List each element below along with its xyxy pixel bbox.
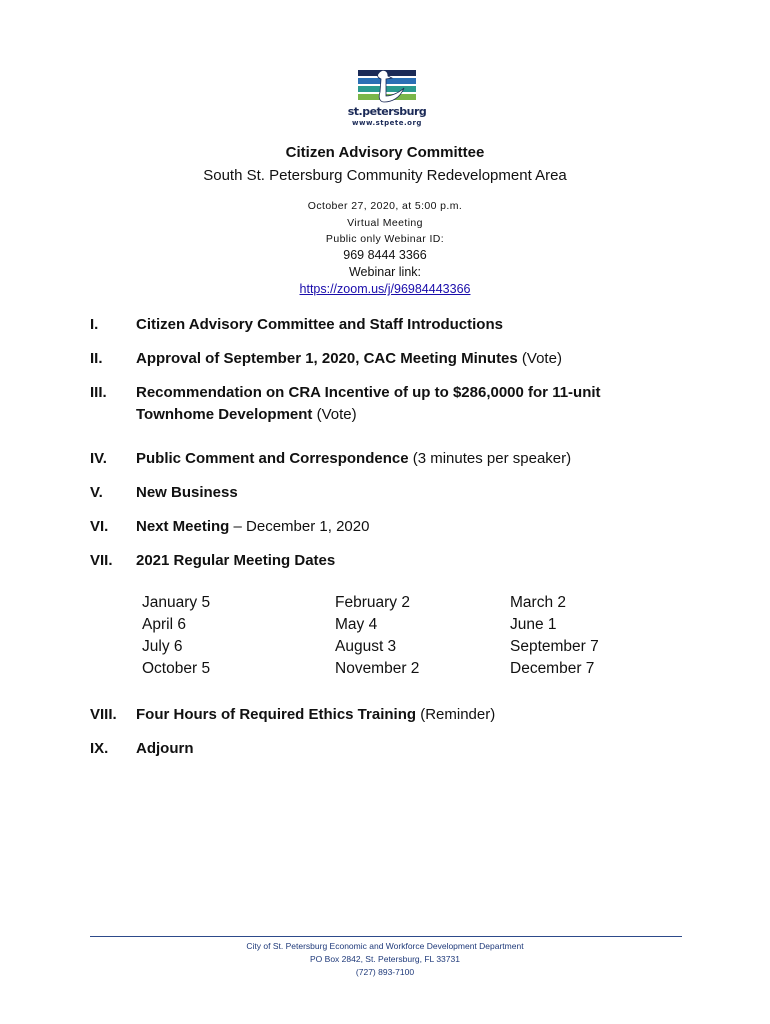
agenda-number: III. xyxy=(90,384,107,401)
webinar-link[interactable]: https://zoom.us/j/96984443366 xyxy=(299,282,471,296)
agenda-note: (Vote) xyxy=(312,406,357,423)
agenda-title: Adjourn xyxy=(136,740,194,757)
agenda-title: Next Meeting xyxy=(136,518,230,535)
agenda-title: New Business xyxy=(136,484,238,501)
meeting-date-entry: February 2 xyxy=(335,594,410,611)
webinar-id: 969 8444 3366 xyxy=(343,248,427,262)
agenda-title: Approval of September 1, 2020, CAC Meeting Minutes xyxy=(136,350,518,367)
agenda-number: VI. xyxy=(90,518,109,535)
agenda-title: 2021 Regular Meeting Dates xyxy=(136,552,336,569)
webinar-link-label: Webinar link: xyxy=(348,265,422,279)
footer-department: City of St. Petersburg Economic and Workforce Development Department xyxy=(246,941,524,951)
agenda-number: II. xyxy=(90,350,103,367)
agenda-number: VII. xyxy=(90,552,113,569)
footer-address: PO Box 2842, St. Petersburg, FL 33731 xyxy=(310,954,460,964)
footer-phone: (727) 893-7100 xyxy=(355,967,415,977)
agenda-number: VIII. xyxy=(90,706,117,723)
meeting-date: October 27, 2020, at 5:00 p.m. xyxy=(307,200,463,212)
meeting-date-entry: July 6 xyxy=(142,638,183,655)
agenda-number: IX. xyxy=(90,740,109,757)
meeting-date-entry: October 5 xyxy=(142,660,211,677)
agenda-title: Four Hours of Required Ethics Training xyxy=(136,706,417,723)
agenda-note: (Reminder) xyxy=(416,706,496,723)
logo-wordmark: st.petersburg xyxy=(347,105,427,118)
agenda-number: IV. xyxy=(90,450,107,467)
meeting-dates-column xyxy=(510,592,599,680)
meeting-date-entry: September 7 xyxy=(510,638,599,655)
meeting-date-entry: December 7 xyxy=(510,660,595,677)
meeting-type: Virtual Meeting xyxy=(347,217,423,229)
agenda-note: – December 1, 2020 xyxy=(229,518,370,535)
footer-divider xyxy=(90,936,682,937)
agenda-note: (Vote) xyxy=(517,350,562,367)
meeting-date-entry: April 6 xyxy=(142,616,186,633)
meeting-date-entry: March 2 xyxy=(510,594,566,611)
page-subtitle: South St. Petersburg Community Redevelopment Area xyxy=(203,167,567,184)
meeting-date-entry: June 1 xyxy=(510,616,557,633)
agenda-title: Public Comment and Correspondence xyxy=(136,450,409,467)
agenda-note: (3 minutes per speaker) xyxy=(408,450,572,467)
meeting-date-entry: January 5 xyxy=(142,594,211,611)
agenda-number: V. xyxy=(90,484,103,501)
agenda-number: I. xyxy=(90,316,99,333)
page-title: Citizen Advisory Committee xyxy=(285,144,485,161)
agenda-title: Recommendation on CRA Incentive of up to $286,0000 for 11-unit Townhome Development xyxy=(136,384,601,423)
meeting-dates-column xyxy=(335,592,419,680)
agenda-title: Citizen Advisory Committee and Staff Introductions xyxy=(136,316,503,333)
webinar-id-label: Public only Webinar ID: xyxy=(325,233,445,245)
meeting-date-entry: November 2 xyxy=(335,660,420,677)
meeting-date-entry: May 4 xyxy=(335,616,378,633)
logo-url: www.stpete.org xyxy=(352,119,422,127)
meeting-dates-column xyxy=(142,592,210,680)
meeting-date-entry: August 3 xyxy=(335,638,397,655)
